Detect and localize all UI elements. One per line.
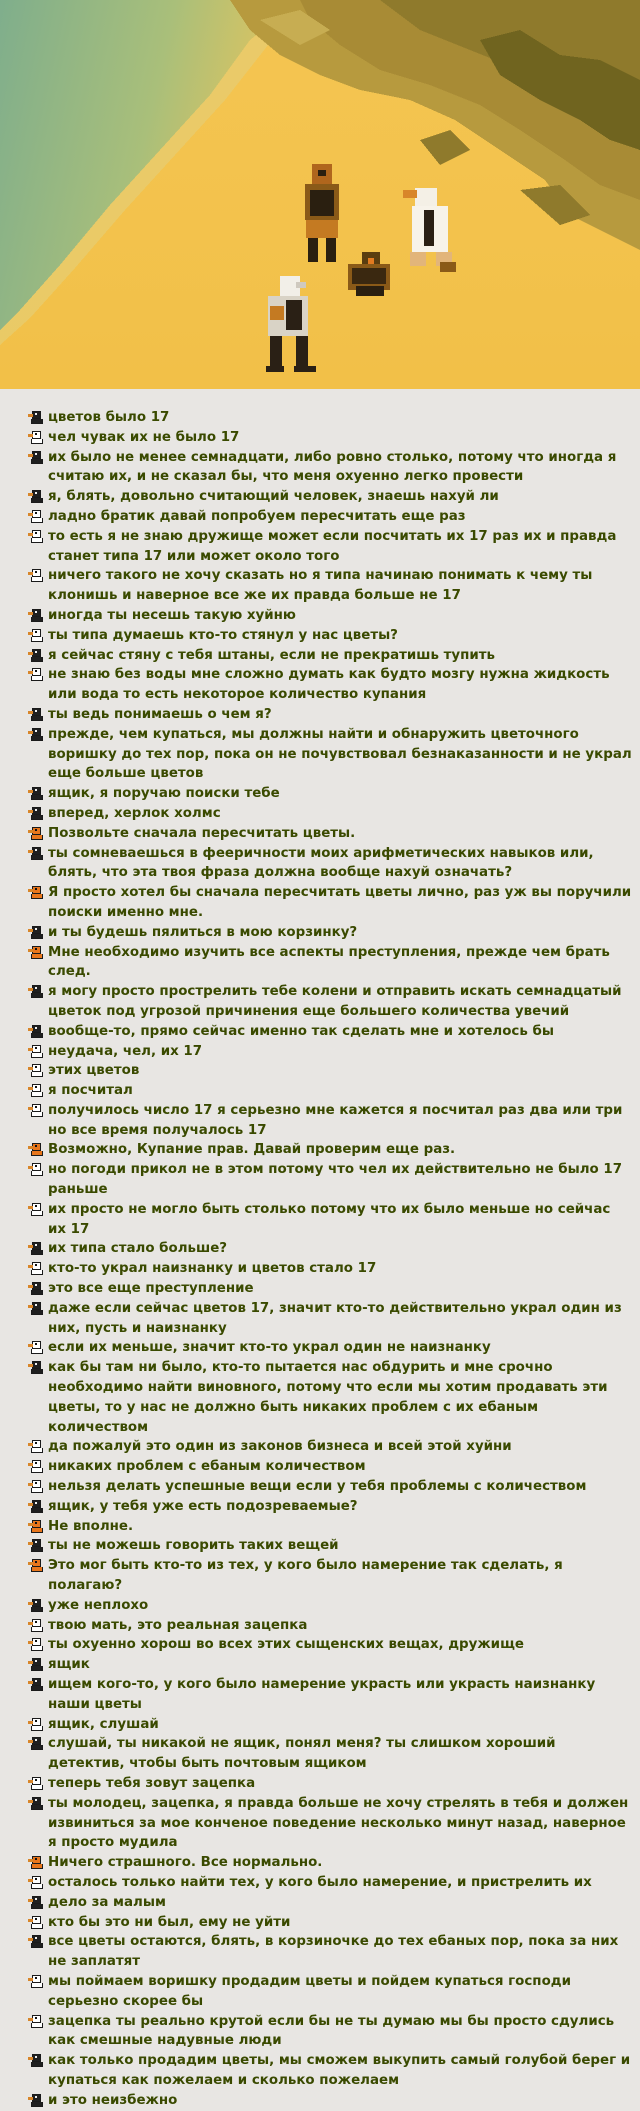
dialogue-line [28,1596,632,1616]
dialogue-line [28,1774,632,1794]
dialogue-text: их было не менее семнадцати, либо ровно столько, потому что иногда я считаю их, и не сказал бы, что меня охуенно легко провести [48,449,617,485]
dialogue-text: слушай, ты никакой не ящик, понял меня? ты слишком хороший детектив, чтобы быть почтовым ящиком [48,1736,556,1772]
dialogue-line [28,2012,632,2052]
dialogue-line [28,408,632,428]
white-bird-icon [28,1162,45,1177]
dialogue-text: как бы там ни было, кто-то пытается нас обдурить и мне срочно необходимо найти виновного, потому что если мы хотим продавать эти цветы, то у нас не должно быть никаких проблем с их ебаным количеством [48,1360,608,1435]
dialogue-line [28,844,632,884]
dialogue-text: Ничего страшного. Все нормально. [48,1855,323,1871]
dialogue-text: мы поймаем воришку продадим цветы и пойдем купаться господи серьезно скорее бы [48,1973,571,2009]
white-bird-icon [28,430,45,445]
white-bird-icon [28,509,45,524]
dialogue-text: кто-то украл наизнанку и цветов стало 17 [48,1261,377,1277]
black-bird-icon [28,1281,45,1296]
dialogue-text: да пожалуй это один из законов бизнеса и всей этой хуйни [48,1439,512,1455]
dialogue-text: зацепка ты реально крутой если бы не ты думаю мы бы просто сдулись как смешные надувные люди [48,2013,615,2049]
white-bird-icon [28,1340,45,1355]
dialogue-line [28,487,632,507]
dialogue-text: теперь тебя зовут зацепка [48,1775,256,1791]
orange-bird-icon [28,826,45,841]
black-bird-icon [28,1895,45,1910]
dialogue-text: неудача, чел, их 17 [48,1043,203,1059]
black-bird-icon [28,1301,45,1316]
dialogue-line [28,1497,632,1517]
dialogue-line [28,725,632,784]
dialogue-line [28,1556,632,1596]
orange-bird-icon [28,1558,45,1573]
white-bird-icon [28,1717,45,1732]
black-bird-icon [28,1538,45,1553]
dialogue-line [28,2051,632,2091]
black-bird-icon [28,648,45,663]
beach-scene-art [0,0,640,389]
dialogue-text: иногда ты несешь такую хуйню [48,607,296,623]
dialogue-text: их типа стало больше? [48,1241,228,1257]
dialogue-line [28,1042,632,1062]
black-bird-icon [28,925,45,940]
dialogue-line [28,1972,632,2012]
dialogue-line [28,1477,632,1497]
dialogue-text: этих цветов [48,1063,140,1079]
white-bird-icon [28,1479,45,1494]
dialogue-text: кто бы это ни был, ему не уйти [48,1914,291,1930]
dialogue-line [28,1437,632,1457]
dialogue-line [28,1338,632,1358]
black-bird-icon [28,707,45,722]
white-bird-icon [28,1202,45,1217]
dialogue-line [28,566,632,606]
dialogue-text: осталось только найти тех, у кого было намерение, и пристрелить их [48,1874,592,1890]
orange-bird-icon [28,1855,45,1870]
dialogue-text: но погоди прикол не в этом потому что чел их действительно не было 17 раньше [48,1162,623,1198]
dialogue-text: я сейчас стяну с тебя штаны, если не прекратишь тупить [48,647,495,663]
orange-bird-icon [28,1519,45,1534]
dialogue-text: ты типа думаешь кто-то стянул у нас цветы? [48,627,398,643]
dialogue-text: я, блять, довольно считающий человек, знаешь нахуй ли [48,489,499,505]
dialogue-text: уже неплохо [48,1597,149,1613]
dialogue-line [28,448,632,488]
dialogue-line [28,1853,632,1873]
black-bird-icon [28,410,45,425]
dialogue-line [28,1101,632,1141]
dialogue-text: ищем кого-то, у кого было намерение украсть или украсть наизнанку наши цветы [48,1677,596,1712]
dialogue-text: ладно братик давай попробуем пересчитать еще раз [48,508,466,524]
white-bird-icon [28,628,45,643]
black-bird-icon [28,727,45,742]
white-bird-icon [28,1974,45,1989]
black-bird-icon [28,450,45,465]
dialogue-line [28,1913,632,1933]
white-bird-icon [28,568,45,583]
dialogue-text: и ты будешь пялиться в мою корзинку? [48,924,358,940]
black-bird-icon [28,786,45,801]
dialogue-text: нельзя делать успешные вещи если у тебя проблемы с количеством [48,1479,587,1495]
dialogue-line [28,1734,632,1774]
dialogue-text: все цветы остаются, блять, в корзиночке до тех ебаных пор, пока за них не заплатят [48,1934,619,1970]
dialogue-text: Не вполне. [48,1518,134,1534]
dialogue-line [28,982,632,1022]
black-bird-icon [28,2053,45,2068]
black-bird-icon [28,608,45,623]
dialogue-line [28,804,632,824]
dialogue-text: получилось число 17 я серьезно мне кажется я посчитал раз два или три но все время получалось 17 [48,1102,623,1138]
game-scene [0,0,640,389]
dialogue-line [28,1616,632,1636]
dialogue-line [28,1517,632,1537]
dialogue-text: даже если сейчас цветов 17, значит кто-то действительно украл один из них, пусть и наизнанку [48,1300,622,1336]
dialogue-text: чел чувак их не было 17 [48,429,240,445]
black-bird-icon [28,1736,45,1751]
black-bird-icon [28,1796,45,1811]
white-bird-icon [28,667,45,682]
dialogue-line [28,1655,632,1675]
dialogue-text: то есть я не знаю дружище может если посчитать их 17 раз их и правда станет типа 17 или может около того [48,528,617,564]
dialogue-text: ящик, слушай [48,1716,159,1732]
black-bird-icon [28,846,45,861]
dialogue-line [28,883,632,923]
dialogue-line [28,1893,632,1913]
dialogue-text: Мне необходимо изучить все аспекты преступления, прежде чем брать след. [48,944,610,980]
black-bird-icon [28,984,45,999]
dialogue-line [28,2091,632,2111]
dialogue-text: я посчитал [48,1083,133,1099]
dialogue-line [28,1675,632,1715]
dialogue-line [28,1160,632,1200]
black-bird-icon [28,1657,45,1672]
dialogue-text: никаких проблем с ебаным количеством [48,1459,366,1475]
dialogue-text: как только продадим цветы, мы сможем выкупить самый голубой берег и купаться как пожелаем и сколько пожелаем [48,2053,631,2088]
white-bird-icon [28,1459,45,1474]
orange-bird-icon [28,885,45,900]
dialogue-text: вперед, херлок холмс [48,805,221,821]
dialogue-text: их просто не могло быть столько потому что их было меньше но сейчас их 17 [48,1201,611,1237]
dialogue-text: вообще-то, прямо сейчас именно так сделать мне и хотелось бы [48,1023,554,1039]
white-bird-icon [28,1063,45,1078]
black-bird-icon [28,1598,45,1613]
dialogue-text: Возможно, Купание прав. Давай проверим еще раз. [48,1142,456,1158]
dialogue-line [28,705,632,725]
dialogue-text: Я просто хотел бы сначала пересчитать цветы лично, раз уж вы поручили поиски именно мне. [48,885,632,920]
dialogue-line [28,1239,632,1259]
white-bird-icon [28,2014,45,2029]
dialogue-line [28,1140,632,1160]
white-bird-icon [28,1875,45,1890]
black-bird-icon [28,806,45,821]
orange-bird-icon [28,945,45,960]
dialogue-text: ничего такого не хочу сказать но я типа начинаю понимать к чему ты клонишь и наверное все же их правда больше не 17 [48,568,593,604]
black-bird-icon [28,1677,45,1692]
black-bird-icon [28,2093,45,2108]
dialogue-text: Это мог быть кто-то из тех, у кого было намерение так сделать, я полагаю? [48,1558,563,1594]
dialogue-line [28,1536,632,1556]
dialogue-line [28,1200,632,1240]
dialogue-line [28,1873,632,1893]
dialogue-line [28,1022,632,1042]
dialogue-text: ящик, я поручаю поиски тебе [48,786,280,802]
dialogue-line [28,1457,632,1477]
dialogue-text: и это неизбежно [48,2092,178,2108]
dialogue-line [28,527,632,567]
dialogue-text: не знаю без воды мне сложно думать как будто мозгу нужна жидкость или вода то есть некоторое количество купания [48,667,610,703]
dialogue-text: ящик, у тебя уже есть подозреваемые? [48,1498,358,1514]
dialogue-line [28,1635,632,1655]
white-bird-icon [28,1618,45,1633]
white-bird-icon [28,1915,45,1930]
dialogue-line [28,1061,632,1081]
black-bird-icon [28,1024,45,1039]
dialogue-line [28,1259,632,1279]
dialogue-line [28,1358,632,1437]
white-bird-icon [28,1637,45,1652]
white-bird-icon [28,1261,45,1276]
white-bird-icon [28,1103,45,1118]
dialogue-text: цветов было 17 [48,410,170,425]
orange-bird-icon [28,1142,45,1157]
dialogue-text: ты охуенно хорош во всех этих сыщенских вещах, дружище [48,1637,524,1653]
dialogue-line [28,1299,632,1339]
dialogue-line [28,646,632,666]
dialogue-line [28,1279,632,1299]
dialogue-text: Позвольте сначала пересчитать цветы. [48,825,356,841]
dialogue-text: ты сомневаешься в фееричности моих арифметических навыков или, блять, что эта твоя фраза должна вообще нахуй означать? [48,845,594,881]
dialogue-text: ящик [48,1657,90,1673]
black-bird-icon [28,1499,45,1514]
dialogue-line [28,943,632,983]
dialogue-line [28,1794,632,1853]
dialogue-line [28,784,632,804]
dialogue-text: дело за малым [48,1894,166,1910]
dialogue-log [0,389,640,2108]
dialogue-line [28,606,632,626]
dialogue-text: ты ведь понимаешь о чем я? [48,706,272,722]
black-bird-icon [28,1241,45,1256]
dialogue-line [28,507,632,527]
white-bird-icon [28,1083,45,1098]
black-bird-icon [28,489,45,504]
dialogue-text: ты молодец, зацепка, я правда больше не хочу стрелять в тебя и должен извиниться за мое конченое поведение несколько минут назад, наверное я просто мудила [48,1795,629,1851]
dialogue-text: ты не можешь говорить таких вещей [48,1538,339,1554]
dialogue-line [28,1715,632,1735]
dialogue-text: я могу просто прострелить тебе колени и отправить искать семнадцатый цветок под угрозой причинения еще большего количества увечий [48,984,622,1019]
dialogue-text: если их меньше, значит кто-то украл один не наизнанку [48,1340,491,1356]
black-bird-icon [28,1934,45,1949]
white-bird-icon [28,1776,45,1791]
dialogue-line [28,665,632,705]
dialogue-line [28,1081,632,1101]
black-bird-icon [28,1360,45,1375]
white-bird-icon [28,1044,45,1059]
dialogue-line [28,1932,632,1972]
dialogue-text: это все еще преступление [48,1281,254,1297]
dialogue-text: прежде, чем купаться, мы должны найти и обнаружить цветочного воришку до тех пор, пока он не почувствовал безнаказанности и не украл еще больше цветов [48,726,632,782]
dialogue-text: твою мать, это реальная зацепка [48,1617,308,1633]
dialogue-line [28,626,632,646]
dialogue-line [28,923,632,943]
dialogue-line [28,428,632,448]
dialogue-line [28,824,632,844]
white-bird-icon [28,529,45,544]
white-bird-icon [28,1439,45,1454]
